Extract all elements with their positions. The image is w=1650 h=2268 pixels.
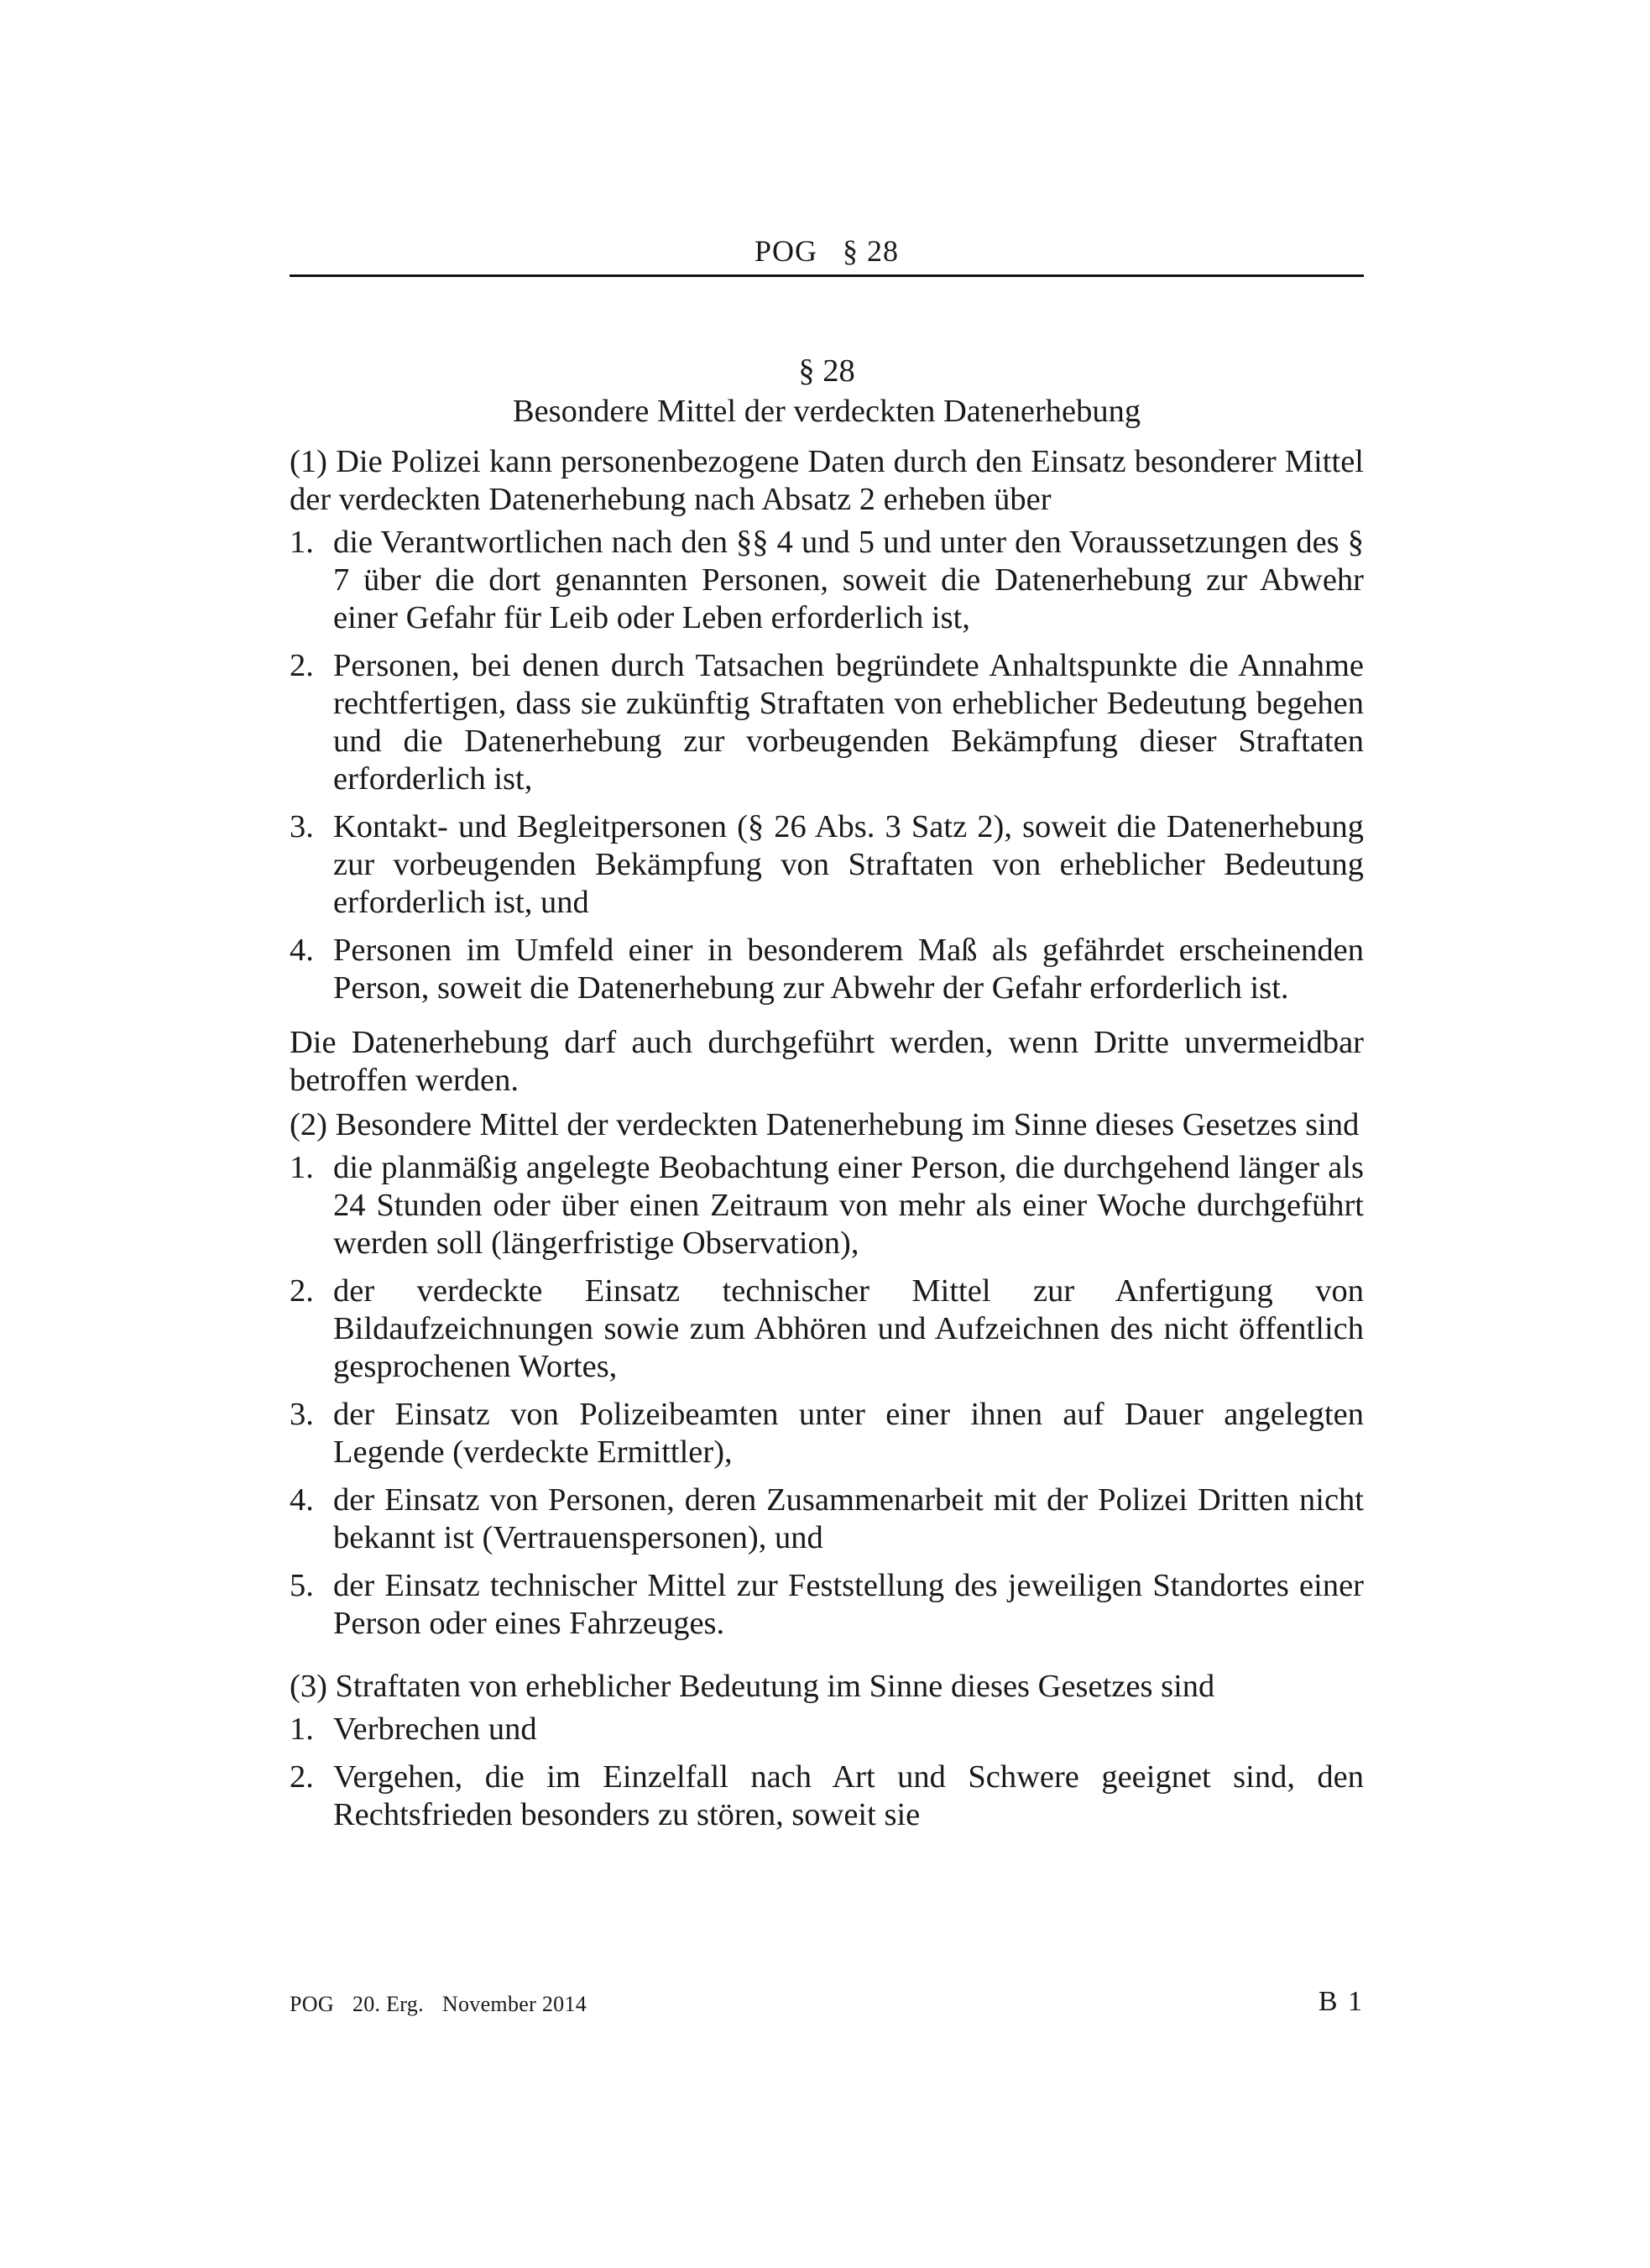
list-item-number: 3. xyxy=(290,809,314,844)
list-item-text: der Einsatz von Polizeibeamten unter einer ihnen auf Dauer angelegten Legende (verdeckte Ermittler), xyxy=(333,1397,1364,1470)
list-item xyxy=(290,808,1364,922)
list-item xyxy=(290,1758,1364,1834)
footer-law-abbrev: POG xyxy=(290,1992,334,2016)
list-item-number: 1. xyxy=(290,1711,314,1747)
footer-edition-info xyxy=(290,1992,605,2017)
section-title: Besondere Mittel der verdeckten Datenerhebung xyxy=(512,394,1141,429)
section-number: § 28 xyxy=(798,353,855,389)
abs1-intro: (1) Die Polizei kann personenbezogene Daten durch den Einsatz besonderer Mittel der verdeckten Datenerhebung nach Absatz 2 erheben über xyxy=(290,444,1364,517)
running-header xyxy=(290,233,1364,269)
list-item-number: 3. xyxy=(290,1397,314,1432)
list-item-number: 1. xyxy=(290,1150,314,1185)
list-item-number: 2. xyxy=(290,1273,314,1309)
list-item xyxy=(290,1149,1364,1262)
list-item-number: 4. xyxy=(290,933,314,968)
list-item-text: Vergehen, die im Einzelfall nach Art und Schwere geeignet sind, den Rechtsfrieden besonders zu stören, soweit sie xyxy=(333,1759,1364,1832)
list-item xyxy=(290,1567,1364,1643)
abs2-intro: (2) Besondere Mittel der verdeckten Datenerhebung im Sinne dieses Gesetzes sind xyxy=(290,1107,1360,1142)
document-body xyxy=(290,351,1364,1844)
list-item-text: Verbrechen und xyxy=(333,1711,537,1747)
list-item-text: der Einsatz von Personen, deren Zusammenarbeit mit der Polizei Dritten nicht bekannt ist (Vertrauenspersonen), und xyxy=(333,1482,1364,1555)
list-item xyxy=(290,1711,1364,1748)
header-section-ref: § 28 xyxy=(843,234,900,268)
abs3-intro: (3) Straftaten von erheblicher Bedeutung im Sinne dieses Gesetzes sind xyxy=(290,1669,1215,1704)
footer-page-number: B 1 xyxy=(1318,1986,1364,2017)
list-item-number: 5. xyxy=(290,1568,314,1603)
list-item-number: 2. xyxy=(290,1759,314,1795)
list-item-text: Personen im Umfeld einer in besonderem Maß als gefährdet erscheinenden Person, soweit die Datenerhebung zur Abwehr der Gefahr erforderlich ist. xyxy=(333,933,1364,1006)
list-item-number: 1. xyxy=(290,525,314,560)
list-item-text: Kontakt- und Begleitpersonen (§ 26 Abs. 3 Satz 2), soweit die Datenerhebung zur vorbeugenden Bekämpfung von Straftaten von erheblicher Bedeutung erforderlich ist, und xyxy=(333,809,1364,920)
header-rule xyxy=(290,274,1364,277)
list-item-text: die planmäßig angelegte Beobachtung einer Person, die durchgehend länger als 24 Stunden oder über einen Zeitraum von mehr als einer Woche durchgeführt werden soll (längerfristige Observation), xyxy=(333,1150,1364,1261)
list-item-text: die Verantwortlichen nach den §§ 4 und 5 und unter den Voraussetzungen des § 7 über die dort genannten Personen, soweit die Datenerhebung zur Abwehr einer Gefahr für Leib oder Leben erforderlich ist, xyxy=(333,525,1364,635)
list-item xyxy=(290,524,1364,637)
list-item-number: 2. xyxy=(290,648,314,683)
abs3-list xyxy=(290,1711,1364,1834)
list-item-number: 4. xyxy=(290,1482,314,1518)
list-item-text: Personen, bei denen durch Tatsachen begründete Anhaltspunkte die Annahme rechtfertigen, dass sie zukünftig Straftaten von erheblicher Bedeutung begehen und die Datenerhebung zur vorbeugenden Bekämpfung dieser Straftaten erforderlich ist, xyxy=(333,648,1364,797)
abs1-closing: Die Datenerhebung darf auch durchgeführt werden, wenn Dritte unvermeidbar betroffen werden. xyxy=(290,1025,1364,1098)
list-item xyxy=(290,647,1364,798)
header-law-abbrev: POG xyxy=(754,234,818,268)
abs1-list xyxy=(290,524,1364,1007)
footer-date: November 2014 xyxy=(441,1992,587,2016)
list-item xyxy=(290,932,1364,1007)
list-item xyxy=(290,1272,1364,1386)
list-item-text: der Einsatz technischer Mittel zur Feststellung des jeweiligen Standortes einer Person oder eines Fahrzeuges. xyxy=(333,1568,1364,1641)
footer-edition: 20. Erg. xyxy=(352,1992,424,2016)
list-item-text: der verdeckte Einsatz technischer Mittel zur Anfertigung von Bildaufzeichnungen sowie zum Abhören und Aufzeichnen des nicht öffentlich gesprochenen Wortes, xyxy=(333,1273,1364,1384)
list-item xyxy=(290,1482,1364,1557)
list-item xyxy=(290,1396,1364,1471)
abs2-list xyxy=(290,1149,1364,1643)
